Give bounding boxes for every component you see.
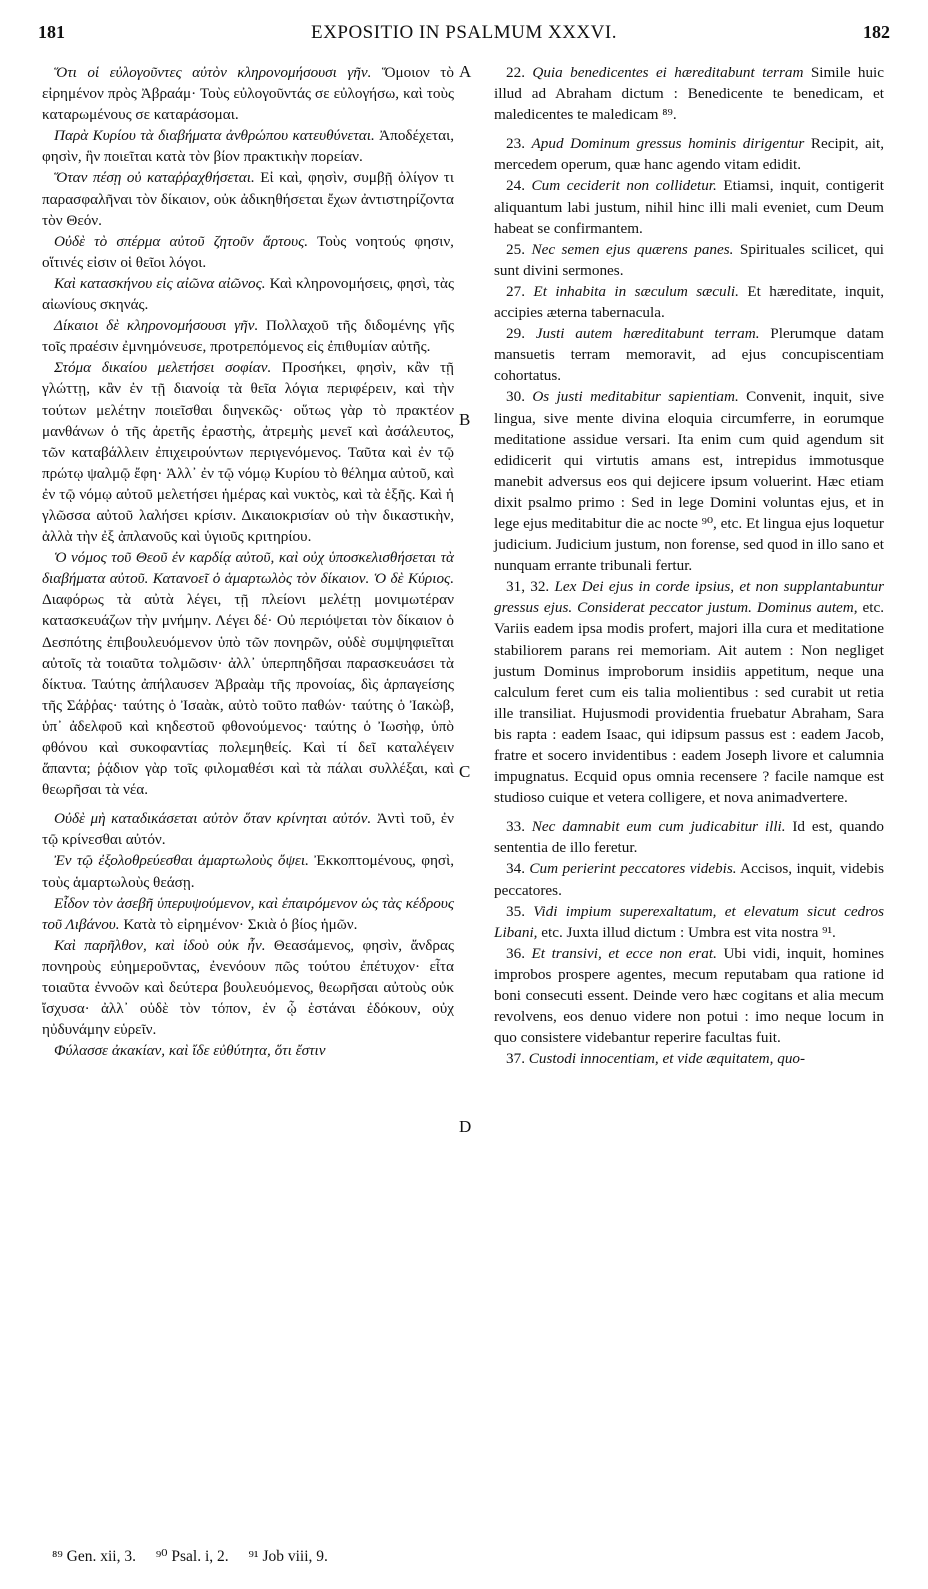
verse-lemma: Ἐν τῷ ἐξολοθρεύεσθαι ἁμαρτωλοὺς ὄψει. xyxy=(54,852,309,870)
greek-paragraph xyxy=(42,125,454,167)
commentary-text: Ἐκκοπτομένους, φησὶ, τοὺς ἁμαρτωλοὺς θεάσῃ. xyxy=(42,852,454,891)
commentary-text: Convenit, inquit, sive lingua, sive mente divina eloquia circumferre, in eorumque meditatione assidue versari. Ita enim cum quid agendum sit edidicerit qui virtutis amans est, intrepidus immotusque manebit adversus eos qui dejicere ipsum voluerint. Hæc etiam dixit psalmo primo : Sed in lege Domini voluntas ejus, et in lege ejus meditabitur die ac nocte ⁹⁰, etc. Et lingua ejus loquetur judicium. Judicium justum, non forense, sed quod in illo sano et nunquam errante tribunali fertur. xyxy=(494,388,885,575)
greek-column xyxy=(42,62,454,1061)
verse-lemma: Ὅτι οἱ εὐλογοῦντες αὐτὸν κληρονομήσουσι γῆν. xyxy=(54,64,372,81)
verse-lemma: Cum ceciderit non collidetur. xyxy=(531,177,717,195)
verse-lemma: Nec damnabit eum cum judicabitur illi. xyxy=(531,818,786,836)
verse-number: 36. xyxy=(506,944,525,962)
commentary-text: Recipit, ait, mercedem operum, quæ hanc agendo vitam edidit. xyxy=(494,135,884,174)
latin-paragraph xyxy=(494,386,884,576)
latin-paragraph xyxy=(494,133,884,175)
verse-lemma: Δίκαιοι δὲ κληρονομήσουσι γῆν. xyxy=(54,317,259,335)
latin-paragraph xyxy=(494,175,884,238)
commentary-text: etc. Variis eadem ipsa modis profert, majori illa cura et meditatione stabiliorem parans rei memoriam. Ait autem : Non negliget justum Dominus improborum insidiis appetitum, neque una calculum feret cum eis talia molientibus : sed curabit ut retia ille transiliat. Hujusmodi providentia fruebatur Abraham, Sara bis rapta : eadem Isaac, qui idipsum passus est : eadem Jacob, fratre et socero invidentibus : eadem Joseph livore et calumnia impugnatus. Ecquid opus omnia recensere ? facile namque est studioso cuique et vetera colligere, et nova animadvertere. xyxy=(494,599,884,807)
greek-paragraph xyxy=(42,167,454,230)
latin-paragraph xyxy=(494,281,884,323)
latin-column xyxy=(494,62,884,1069)
greek-paragraph xyxy=(42,808,454,850)
commentary-text: Τοὺς νοητούς φησιν, οἵτινές εἰσιν οἱ θεῖοι λόγοι. xyxy=(42,232,454,271)
verse-number: 23. xyxy=(506,135,525,153)
footnote-89: ⁸⁹ Gen. xii, 3. xyxy=(52,1548,136,1565)
verse-lemma: Οὐδὲ μὴ καταδικάσεται αὐτὸν ὅταν κρίνηται αὐτόν. xyxy=(54,810,372,828)
left-page-number: 181 xyxy=(38,22,65,42)
commentary-text: Προσήκει, φησὶν, κἂν τῇ γλώττῃ, κἂν ἐν τῇ διανοίᾳ τὰ θεῖα λόγια περιφέρειν, καὶ τὴν τούτων μελέτην ποιεῖσθαι διηνεκῶς· οὕτως γὰρ τὸ πρακτέον μανθάνων ὁ τῆς ἀρετῆς ἐραστὴς, ἀτρεμὴς μενεῖ καὶ ἀσάλευτος, τῶν καταβάλλειν ἐπιχειρούντων περιγενόμενος. Ταῦτα καὶ ἐν τῷ πρώτῳ ψαλμῷ ἔφη· Ἀλλ᾽ ἐν τῷ νόμῳ Κυρίου τὸ θέλημα αὐτοῦ, καὶ ἐν τῷ νόμῳ αὐτοῦ μελετήσει ἡμέρας καὶ νυκτὸς, καὶ τὰ ἑξῆς. Καὶ ἡ γλῶσσα αὐτοῦ λαλήσει κρίσιν. Δικαιοκρισίαν οὐ τὴν δικαστικὴν, ἀλλὰ τὴν ἐξ ἀπλανοῦς καὶ ὑγιοῦς κριτηρίου. xyxy=(42,359,454,546)
verse-lemma: Ὅταν πέσῃ οὐ καταῤῥαχθήσεται. xyxy=(54,169,255,187)
verse-lemma: Os justi meditabitur sapientiam. xyxy=(532,388,739,406)
commentary-text: Id est, quando sententia de illo feretur. xyxy=(494,818,885,857)
verse-lemma: Ὁ νόμος τοῦ Θεοῦ ἐν καρδίᾳ αὐτοῦ, καὶ οὐχ ὑποσκελισθήσεται τὰ διαβήματα αὐτοῦ. Κατανοεῖ ὁ ἁμαρτωλὸς τὸν δίκαιον. Ὁ δὲ Κύριος. xyxy=(42,549,454,588)
page-header xyxy=(30,22,898,48)
verse-lemma: Vidi impium superexaltatum, et elevatum sicut cedros Libani, xyxy=(494,902,884,941)
latin-paragraph xyxy=(494,816,884,858)
latin-paragraph xyxy=(494,323,884,386)
verse-lemma: Custodi innocentiam, et vide æquitatem, quo- xyxy=(528,1050,806,1068)
greek-paragraph xyxy=(42,547,454,800)
greek-paragraph xyxy=(42,357,454,547)
verse-number: 30. xyxy=(506,388,525,406)
margin-letter-c: C xyxy=(459,762,471,781)
verse-number: 33. xyxy=(506,818,525,836)
verse-number: 22. xyxy=(506,64,525,81)
commentary-text: Spirituales scilicet, qui sunt divini sermones. xyxy=(494,240,885,279)
verse-lemma: Καὶ κατασκήνου εἰς αἰῶνα αἰῶνος. xyxy=(54,274,266,292)
commentary-text: Ἀποδέχεται, φησὶν, ἣν ποιεῖται κατὰ τὸν βίον πρακτικὴν πορείαν. xyxy=(42,127,455,166)
verse-number: 24. xyxy=(506,177,525,195)
greek-paragraph xyxy=(42,273,454,315)
greek-paragraph xyxy=(42,315,454,357)
commentary-text: Etiamsi, inquit, contigerit aliquantum labi justum, nihil hinc illi mali eveniet, cum Deum habeat se confirmantem. xyxy=(494,177,884,237)
verse-number: 29. xyxy=(506,325,525,343)
greek-paragraph xyxy=(42,1040,454,1061)
verse-lemma: Justi autem hæreditabunt terram. xyxy=(535,325,760,343)
latin-paragraph xyxy=(494,943,884,1048)
greek-paragraph xyxy=(42,935,454,1040)
verse-lemma: Οὐδὲ τὸ σπέρμα αὐτοῦ ζητοῦν ἄρτους. xyxy=(54,232,309,250)
verse-number: 34. xyxy=(506,860,525,878)
commentary-text: Καὶ κληρονομήσεις, φησὶ, τὰς αἰωνίους σκηνάς. xyxy=(42,274,454,314)
footnote-90: ⁹⁰ Psal. i, 2. xyxy=(155,1548,229,1565)
latin-paragraph xyxy=(494,239,884,281)
verse-lemma: Nec semen ejus quærens panes. xyxy=(531,240,734,258)
latin-paragraph xyxy=(494,1048,884,1069)
verse-lemma: Στόμα δικαίου μελετήσει σοφίαν. xyxy=(54,359,272,377)
right-page-number: 182 xyxy=(863,22,890,42)
commentary-text: Accisos, inquit, videbis peccatores. xyxy=(494,860,885,899)
latin-paragraph xyxy=(494,62,884,125)
greek-paragraph xyxy=(42,850,454,892)
latin-paragraph xyxy=(494,576,884,808)
verse-lemma: Φύλασσε ἀκακίαν, καὶ ἴδε εὐθύτητα, ὅτι ἔστιν xyxy=(54,1042,326,1060)
verse-lemma: Καὶ παρῆλθον, καὶ ἰδοὺ οὐκ ἦν. xyxy=(54,936,266,954)
footnote-91: ⁹¹ Job viii, 9. xyxy=(248,1548,328,1565)
running-title: EXPOSITIO IN PSALMUM XXXVI. xyxy=(311,22,617,43)
verse-number: 25. xyxy=(506,240,525,258)
verse-number: 37. xyxy=(506,1050,525,1068)
commentary-text: Ἀντὶ τοῦ, ἐν τῷ κρίνεσθαι αὐτόν. xyxy=(42,810,454,849)
greek-paragraph xyxy=(42,231,454,273)
commentary-text: Πολλαχοῦ τῆς διδομένης γῆς τοῖς πραέσιν ἐμνημόνευσε, προτρεπόμενος εἰς ἐπιθυμίαν αὐτῆς. xyxy=(42,317,454,356)
margin-letter-b: B xyxy=(459,410,471,429)
margin-letter-a: A xyxy=(459,62,472,81)
verse-lemma: Quia benedicentes ei hæreditabunt terram xyxy=(532,64,804,81)
verse-lemma: Et transivi, et ecce non erat. xyxy=(531,944,717,962)
verse-lemma: Εἶδον τὸν ἀσεβῆ ὑπερυψούμενον, καὶ ἐπαιρόμενον ὡς τὰς κέδρους τοῦ Λιβάνου. xyxy=(42,894,454,933)
commentary-text: Et hæreditate, inquit, accipies æterna tabernacula. xyxy=(494,282,884,322)
commentary-text: Plerumque datam mansuetis terram memoravit, ad ejus concupiscentiam cohortatus. xyxy=(494,325,884,385)
commentary-text: Εἰ καὶ, φησὶν, συμβῇ ὀλίγον τι παρασφαλῆναι τὸν δίκαιον, οὐκ ἀδικηθήσεται ἔχων ἀντιστηρίζοντα τὸν Θεόν. xyxy=(42,169,454,229)
verse-lemma: Lex Dei ejus in corde ipsius, et non supplantabuntur gressus ejus. Considerat peccator justum. Dominus autem, xyxy=(494,578,884,617)
verse-lemma: Παρὰ Κυρίου τὰ διαβήματα ἀνθρώπου κατευθύνεται. xyxy=(54,127,375,145)
commentary-text: Ubi vidi, inquit, homines improbos prospere agentes, mecum reputabam qua ratione id boni consecuti essent. Deinde vero hæc cogitans et alia mecum revolvens, eos denuo videre non potui : imo neque locum in quo consistere videbantur reperire facultas fuit. xyxy=(494,944,884,1047)
commentary-text: etc. Juxta illud dictum : Umbra est vita nostra ⁹¹. xyxy=(537,923,836,941)
latin-paragraph xyxy=(494,858,884,900)
greek-paragraph xyxy=(42,893,454,935)
verse-lemma: Apud Dominum gressus hominis dirigentur xyxy=(531,135,805,153)
verse-lemma: Cum perierint peccatores videbis. xyxy=(529,860,737,878)
commentary-text: Κατὰ τὸ εἰρημένον· Σκιὰ ὁ βίος ἡμῶν. xyxy=(119,915,358,933)
margin-letter-d: D xyxy=(459,1117,472,1136)
verse-number: 35. xyxy=(506,902,525,920)
commentary-text: Διαφόρως τὰ αὐτὰ λέγει, τῇ πλείονι μελέτῃ μονιμωτέραν κατασκευάζων τὴν μνήμην. Λέγει δέ· Οὐ περιόψεται τὸν δίκαιον ὁ Δεσπότης ἐπιβουλευόμενον ὑπὸ τῶν πονηρῶν, οὐδὲ συμψηφιεῖται αὐτοῖς τὰ τοιαῦτα τολμῶσιν· ἀλλ᾽ ὑπερπηδῆσαι παρασκευάσει τὰ δίκτυα. Ταύτης ἀπήλαυσεν Ἀβραὰμ τῆς προνοίας, δὶς ἁρπαγείσης τῆς Σάῤῥας· ταύτης ὁ Ἰσαὰκ, αὐτὸ τοῦτο παθών· ταύτης ὁ Ἰακὼβ, ὑπ᾽ ἀδελφοῦ καὶ κηδεστοῦ φθονούμενος· ταύτης ὁ Ἰωσὴφ, ὑπὸ φθόνου καὶ συκοφαντίας πολεμηθείς. Καὶ τί δεῖ καταλέγειν ἅπαντα; ῥᾴδιον γὰρ τοῖς φιλομαθέσι καὶ τὰ πάλαι συλλέξαι, καὶ θεωρῆσαι τὰ νέα. xyxy=(42,591,454,799)
commentary-text: Ὅμοιον τὸ εἰρημένον πρὸς Ἀβραάμ· Τοὺς εὐλογοῦντάς σε εὐλογήσω, καὶ τοὺς καταρωμένους σε καταράσομαι. xyxy=(42,64,454,124)
verse-lemma: Et inhabita in sæculum sæculi. xyxy=(533,282,739,300)
footnotes xyxy=(52,1547,344,1566)
verse-number: 31, 32. xyxy=(506,578,550,596)
latin-paragraph xyxy=(494,901,884,943)
greek-paragraph xyxy=(42,62,454,125)
commentary-text: Θεασάμενος, φησὶν, ἄνδρας πονηροὺς εὐημεροῦντας, ἐνενόουν πῶς τούτου ἐπέτυχον· εἶτα τοιαῦτα ἐννοῶν καὶ δεύτερα βουλευόμενος, θεωρῆσαι αὐτοὺς οὐκ ἴσχυσα· ἀλλ᾽ οὐδὲ τὸν τόπον, ἐν ᾧ ἑστάναι ἐδόκουν, οὐχ ηὐδυνάμην εὑρεῖν. xyxy=(42,936,454,1039)
commentary-text: Simile huic illud ad Abraham dictum : Benedicente te benedicam, et maledicentes te maledicam ⁸⁹. xyxy=(494,64,885,124)
verse-number: 27. xyxy=(506,282,525,300)
